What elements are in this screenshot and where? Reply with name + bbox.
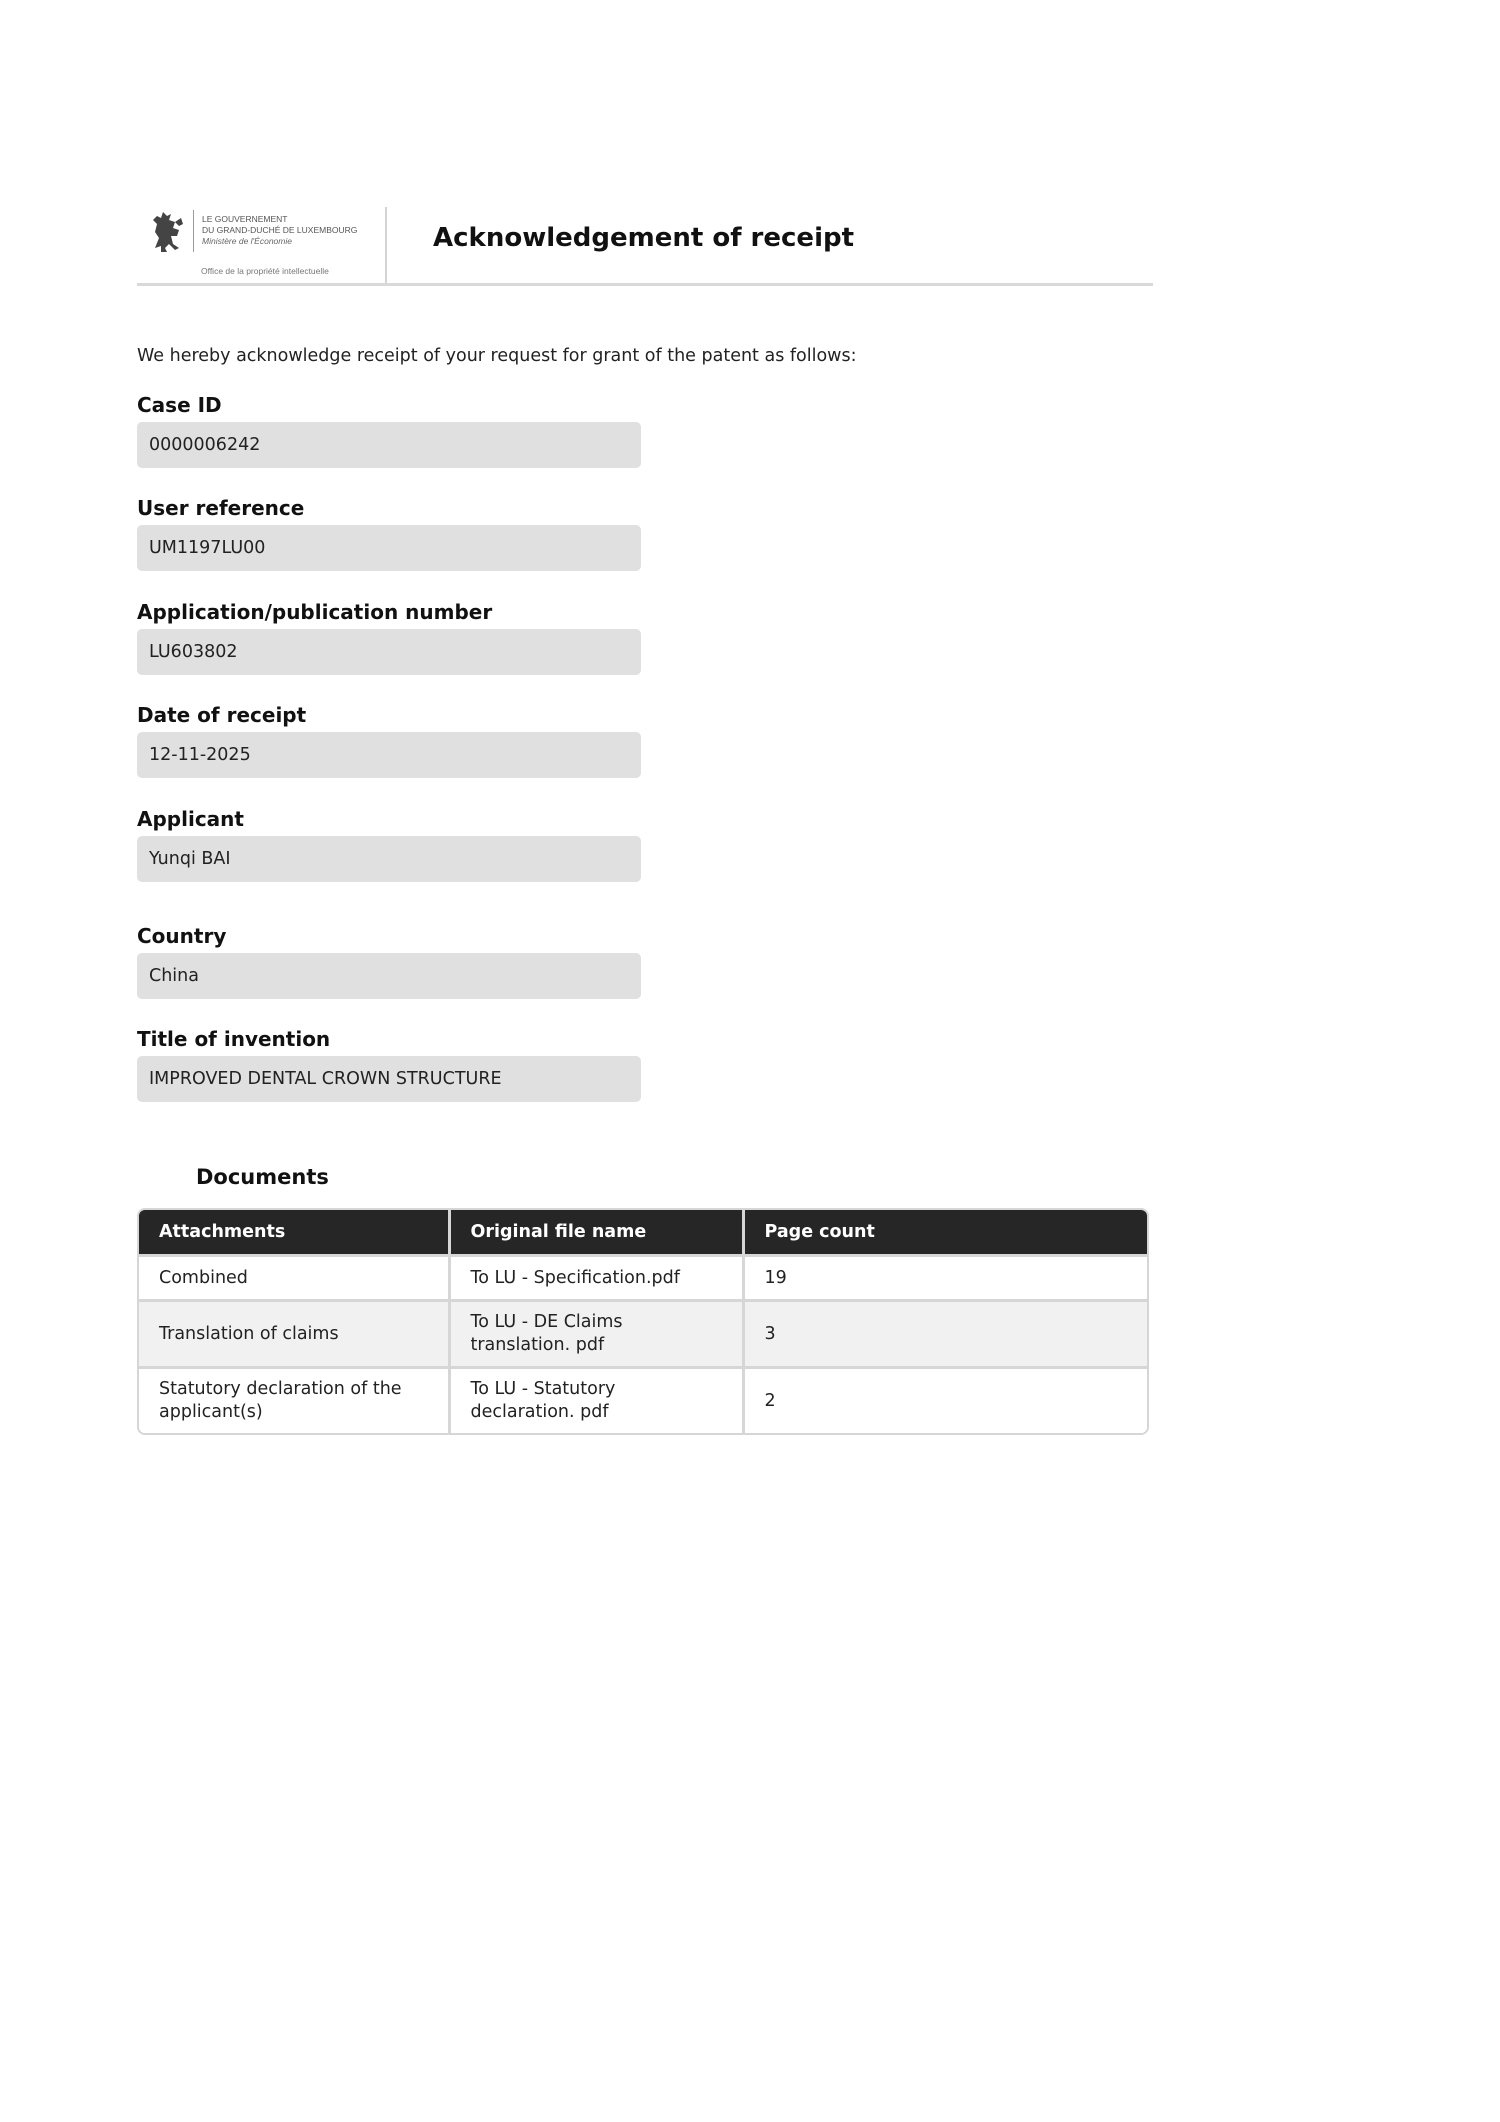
field-label: Case ID [137,393,222,417]
header-divider [385,207,387,283]
page-count-cell: 19 [743,1256,1147,1301]
logo-separator [193,210,194,252]
file-name-cell: To LU - Statutory declaration. pdf [449,1368,743,1434]
field-case-id [137,390,641,468]
page-count-cell: 2 [743,1368,1147,1434]
field-value: LU603802 [137,629,641,675]
column-header: Page count [743,1210,1147,1256]
field-label: User reference [137,496,305,520]
attachment-cell: Statutory declaration of the applicant(s) [139,1368,449,1434]
file-name-cell: To LU - Specification.pdf [449,1256,743,1301]
field-value: 12-11-2025 [137,732,641,778]
page-title: Acknowledgement of receipt [433,223,855,253]
table-header-row [139,1210,1147,1256]
field-value: UM1197LU00 [137,525,641,571]
luxembourg-lion-icon [147,208,187,254]
field-user-reference [137,493,641,571]
field-application-number [137,597,641,675]
page-count-cell: 3 [743,1301,1147,1368]
field-value: IMPROVED DENTAL CROWN STRUCTURE [137,1056,641,1102]
intro-text: We hereby acknowledge receipt of your request for grant of the patent as follows: [137,346,857,366]
field-value: China [137,953,641,999]
field-applicant [137,804,641,882]
table-row [139,1256,1147,1301]
documents-heading: Documents [196,1165,329,1189]
field-label: Applicant [137,807,244,831]
field-label: Application/publication number [137,600,493,624]
field-label: Title of invention [137,1027,331,1051]
table-row [139,1368,1147,1434]
column-header: Attachments [139,1210,449,1256]
field-label: Country [137,924,227,948]
attachment-cell: Translation of claims [139,1301,449,1368]
government-logo [147,208,372,280]
column-header: Original file name [449,1210,743,1256]
field-value: Yunqi BAI [137,836,641,882]
field-country [137,921,641,999]
table-row [139,1301,1147,1368]
field-value: 0000006242 [137,422,641,468]
field-title-of-invention [137,1024,641,1102]
document-header [137,203,1153,286]
logo-subtitle: Office de la propriété intellectuelle [201,266,329,276]
attachment-cell: Combined [139,1256,449,1301]
logo-text: LE GOUVERNEMENT DU GRAND-DUCHÉ DE LUXEMBOURG Ministère de l'Économie [202,214,358,246]
field-date-of-receipt [137,700,641,778]
documents-table [137,1208,1149,1435]
file-name-cell: To LU - DE Claims translation. pdf [449,1301,743,1368]
field-label: Date of receipt [137,703,307,727]
